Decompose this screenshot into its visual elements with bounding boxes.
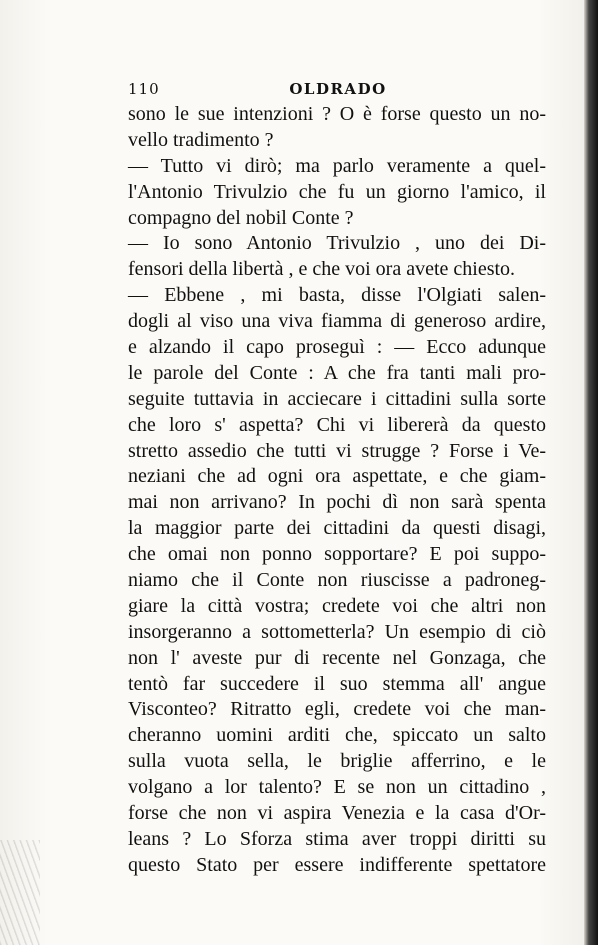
text-line: le parole del Conte : A che fra tanti mali pro- [128,361,546,384]
text-line: sulla vuota sella, le briglie afferrino, e le [128,750,546,773]
text-line: che loro s' aspetta? Chi vi libererà da questo [128,413,546,436]
text-line: seguite tuttavia in acciecare i cittadini sulla sorte [128,387,546,410]
text-line: vello tradimento ? [128,128,274,151]
text-line: stretto assedio che tutti vi strugge ? Forse i Ve- [128,439,546,462]
text-line: non l' aveste pur di recente nel Gonzaga, che [128,646,546,669]
running-head [128,80,548,102]
text-line: neziani che ad ogni ora aspettate, e che giam- [128,465,546,488]
text-line: l'Antonio Trivulzio che fu un giorno l'amico, il [128,180,546,203]
text-line: questo Stato per essere indifferente spettatore [128,853,546,876]
text-line: cheranno uomini arditi che, spiccato un salto [128,724,546,747]
text-line: leans ? Lo Sforza stima aver troppi diritti su [128,827,546,850]
text-line: niamo che il Conte non riuscisse a padroneg- [128,569,546,592]
text-line: forse che non vi aspira Venezia e la casa d'Or- [128,802,546,825]
text-line: — Io sono Antonio Trivulzio , uno dei Di- [128,232,546,255]
text-line: dogli al viso una viva fiamma di generoso ardire, [128,310,546,333]
text-line: che omai non ponno sopportare? E poi suppo- [128,543,546,566]
text-line: Visconteo? Ritratto egli, credete voi che man- [128,698,546,721]
page-number: 110 [128,80,160,98]
text-line: tentò far succedere il suo stemma all' angue [128,672,546,695]
chapter-title: OLDRADO [289,80,387,98]
text-line: mai non arrivano? In pochi dì non sarà spenta [128,491,546,514]
text-line: sono le sue intenzioni ? O è forse questo un no- [128,103,546,125]
text-line: — Ebbene , mi basta, disse l'Olgiati salen- [128,284,546,307]
text-line: fensori della libertà , e che voi ora avete chiesto. [128,258,516,281]
text-line: giare la città vostra; credete voi che altri non [128,594,546,617]
body-text [128,102,546,879]
text-line: compagno del nobil Conte ? [128,206,354,229]
page-gutter-shadow [0,840,40,945]
text-line: insorgeranno a sottometterla? Un esempio di ciò [128,620,546,643]
page-binding-edge [584,0,598,945]
text-line: — Tutto vi dirò; ma parlo veramente a quel- [128,154,546,177]
text-line: e alzando il capo proseguì : — Ecco adunque [128,336,546,359]
text-line: volgano a lor talento? E se non un cittadino , [128,776,546,799]
text-line: la maggior parte dei cittadini da questi disagi, [128,517,546,540]
